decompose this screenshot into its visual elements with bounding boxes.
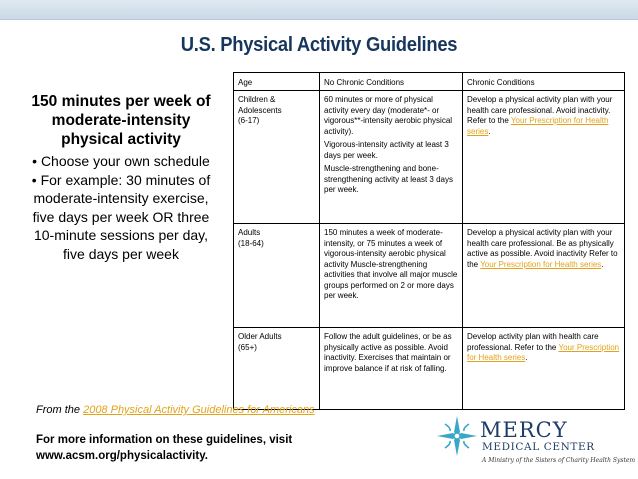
- source-prefix: From the: [36, 404, 84, 416]
- column-header-age: Age: [234, 73, 320, 91]
- table-header-row: [234, 73, 625, 91]
- mercy-cross-icon: [436, 415, 478, 457]
- age-cell: [234, 91, 320, 224]
- guidelines-table: [233, 72, 625, 410]
- chronic-text-end: .: [601, 259, 604, 269]
- page-title: U.S. Physical Activity Guidelines: [180, 34, 458, 56]
- more-info: [36, 432, 292, 464]
- guideline-text: Vigorous-intensity activity at least 3 days per week.: [324, 140, 449, 160]
- prescription-series-link[interactable]: Your Prescription for Health series: [467, 342, 620, 362]
- summary-bullet-line: • For example: 30 minutes of: [31, 171, 211, 188]
- source-note: [36, 404, 315, 416]
- table-row-children: [234, 91, 625, 224]
- logo-tagline: A Ministry of the Sisters of Charity Health System: [482, 457, 636, 464]
- age-line: (18-64): [238, 238, 264, 248]
- age-line: Children &: [238, 95, 276, 104]
- no-chronic-cell: [320, 328, 463, 410]
- logo-subtitle: MEDICAL CENTER: [482, 441, 595, 453]
- top-banner: [0, 0, 638, 20]
- guidelines-source-link[interactable]: 2008 Physical Activity Guidelines for Americans: [83, 404, 315, 416]
- chronic-cell: [463, 328, 625, 410]
- guideline-text: Muscle-strengthening and bone-strengthening activity at least 3 days per week.: [324, 164, 453, 194]
- chronic-cell: [463, 91, 625, 224]
- age-cell: [234, 224, 320, 328]
- summary-bullet-line: five days per week OR three: [32, 208, 210, 225]
- summary-panel: [26, 92, 216, 263]
- no-chronic-cell: [320, 224, 463, 328]
- logo-name: MERCY: [480, 418, 568, 442]
- prescription-series-link[interactable]: Your Prescription for Health series: [467, 116, 609, 136]
- age-line: (65+): [238, 342, 257, 352]
- summary-bullet-line: five days per week: [63, 245, 179, 262]
- summary-heading-line: 150 minutes per week of: [31, 93, 211, 110]
- summary-heading-line: physical activity: [61, 131, 181, 148]
- table-row-adults: [234, 224, 625, 328]
- chronic-text-end: .: [488, 126, 491, 136]
- no-chronic-cell: [320, 91, 463, 224]
- chronic-text-end: .: [525, 353, 528, 362]
- guideline-text: 150 minutes a week of moderate-intensity, or 75 minutes a week of vigorous-intensity aerobic physical activity Muscle-strengthening activities that involve all major muscle groups performed on 2 or more days per week.: [324, 228, 458, 300]
- age-line: Older Adults: [238, 332, 282, 341]
- chronic-text: Develop activity plan with health care professional. Refer to the: [467, 332, 599, 352]
- guideline-text: Follow the adult guidelines, or be as physically active as possible. Avoid inactivity. Exercises that maintain or improve balance if at risk of falling.: [324, 332, 452, 373]
- prescription-series-link[interactable]: Your Prescription for Health series: [480, 259, 602, 269]
- banner-divider: [0, 19, 638, 20]
- age-line: Adults: [238, 228, 261, 237]
- guideline-text: 60 minutes or more of physical activity every day (moderate*- or vigorous**-intensity aerobic physical activity).: [324, 95, 453, 136]
- summary-heading: [26, 92, 216, 149]
- chronic-text: Develop a physical activity plan with your health care professional. Avoid inactivity. Refer to the: [467, 95, 613, 125]
- chronic-cell: [463, 224, 625, 328]
- summary-bullet-line: • Choose your own schedule: [32, 153, 210, 169]
- column-header-chronic: Chronic Conditions: [463, 73, 625, 91]
- age-line: (6-17): [238, 116, 260, 125]
- age-line: Adolescents: [238, 105, 282, 115]
- summary-bullet-line: moderate-intensity exercise,: [33, 190, 209, 206]
- table-row-older-adults: [234, 328, 625, 410]
- column-header-no-chronic: No Chronic Conditions: [320, 73, 463, 91]
- more-info-line: www.acsm.org/physicalactivity.: [36, 450, 208, 462]
- more-info-line: For more information on these guidelines, visit: [36, 434, 293, 446]
- chronic-text: Develop a physical activity plan with your health care professional. Be as physically active as possible. Avoid inactivity Refer to the: [467, 228, 618, 269]
- summary-bullet-line: 10-minute sessions per day,: [33, 227, 209, 243]
- age-cell: [234, 328, 320, 410]
- summary-heading-line: moderate-intensity: [51, 112, 191, 129]
